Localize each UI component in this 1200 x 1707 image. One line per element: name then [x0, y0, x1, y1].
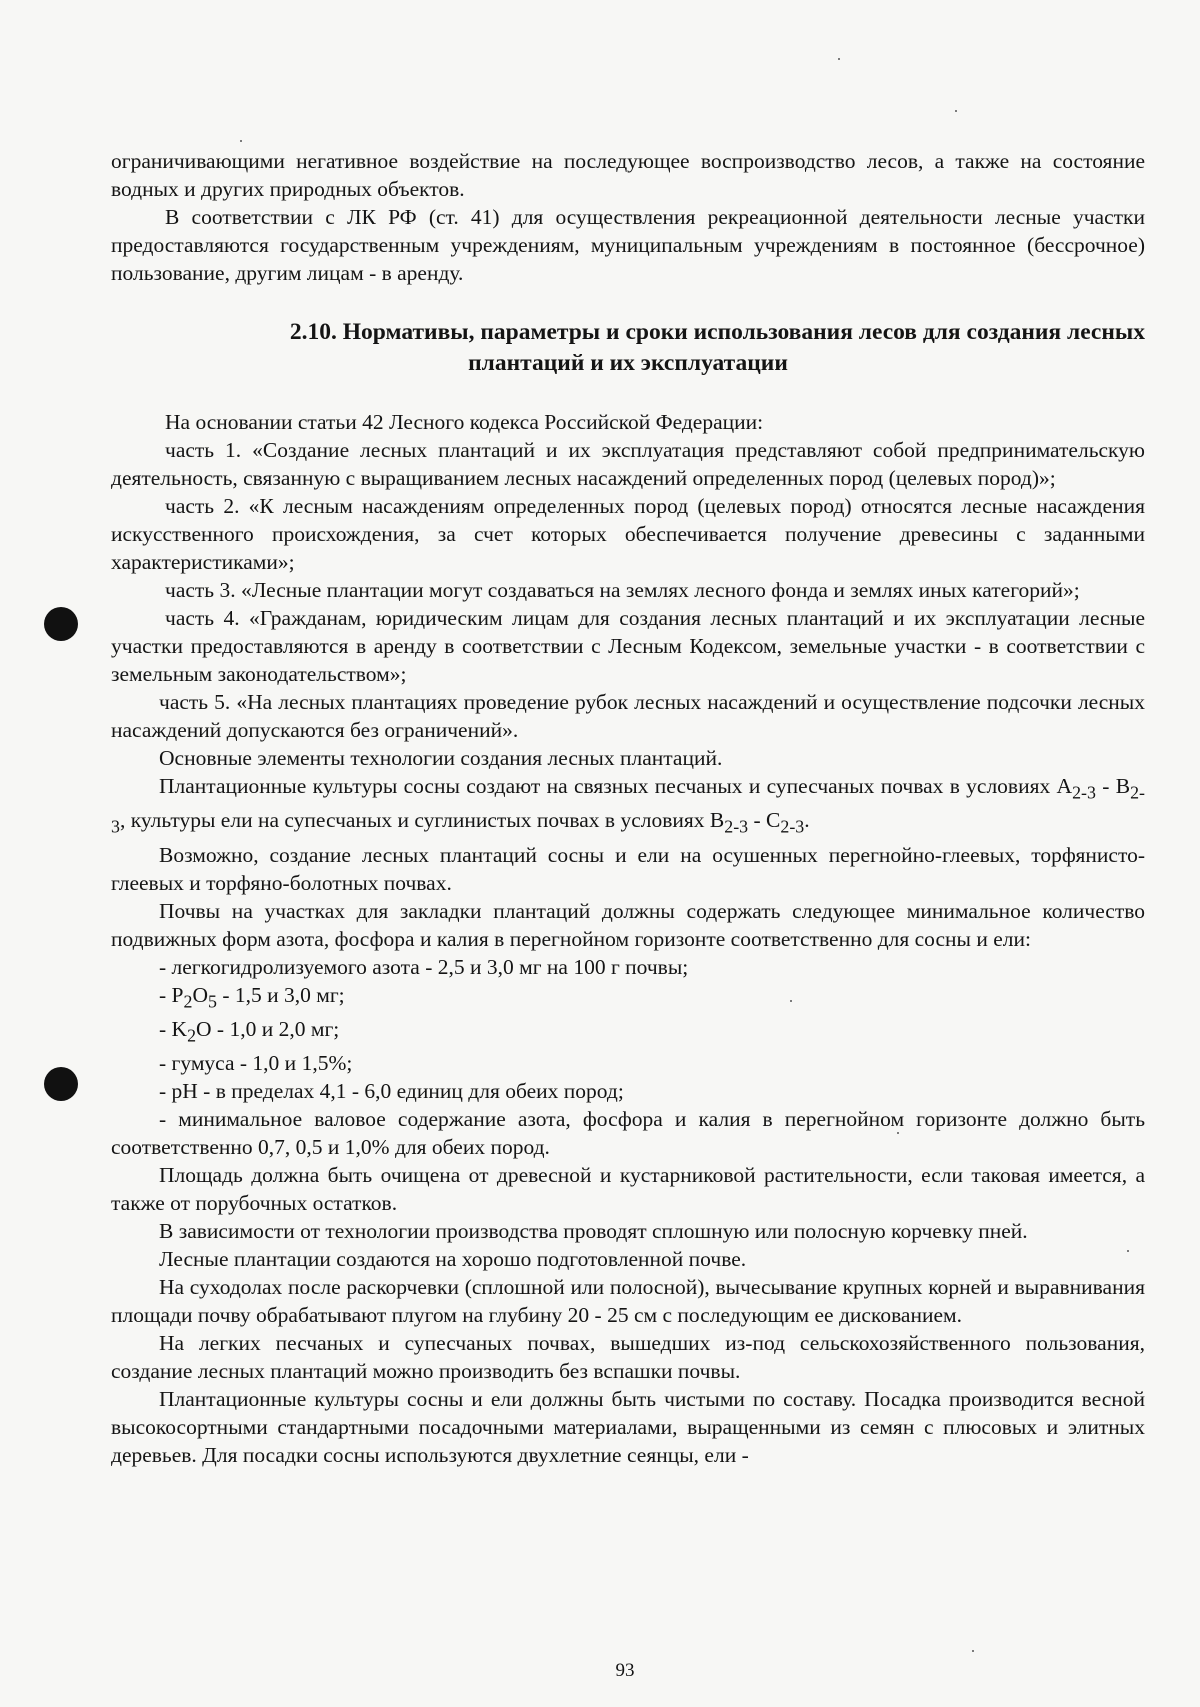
section-heading [111, 317, 1145, 379]
paragraph: На легких песчаных и супесчаных почвах, вышедших из-под сельскохозяйственного пользования, создание лесных плантаций можно производить без вспашки почвы. [111, 1331, 1145, 1384]
heading-line: плантаций и их эксплуатации [468, 350, 788, 376]
paragraph: Плантационные культуры сосны и ели должны быть чистыми по составу. Посадка производится весной высокосортными стандартными посадочными материалами, выращенными из семян с плюсовых и элитных деревьев. Для посадки сосны используются двухлетние сеянцы, ели - [111, 1387, 1145, 1468]
scan-speck [972, 1650, 974, 1652]
paragraph: часть 4. «Гражданам, юридическим лицам для создания лесных плантаций и их эксплуатации лесные участки предоставляются в аренду в соответствии с Лесным Кодексом, земельные участки - в соответствии с земельным законодательством»; [111, 606, 1145, 686]
paragraph: Основные элементы технологии создания лесных плантаций. [159, 746, 723, 770]
paragraph: ограничивающими негативное воздействие на последующее воспроизводство лесов, а также на состояние водных и других природных объектов. [111, 149, 1145, 201]
paragraph: часть 1. «Создание лесных плантаций и их эксплуатация представляют собой предпринимательскую деятельность, связанную с выращиванием лесных насаждений определенных пород (целевых пород)»; [111, 438, 1145, 490]
paragraph: часть 5. «На лесных плантациях проведение рубок лесных насаждений и осуществление подсочки лесных насаждений допускаются без ограничений». [111, 690, 1145, 742]
list-item: - гумуса - 1,0 и 1,5%; [159, 1051, 353, 1076]
paragraph: На основании статьи 42 Лесного кодекса Российской Федерации: [165, 410, 764, 434]
scan-speck [240, 140, 242, 142]
list-item: - $K_2O - 1,0$ и 2,0 мг; [159, 1016, 340, 1046]
page-number: 93 [615, 1660, 635, 1681]
paragraph: На суходолах после раскорчевки (сплошной или полосной), вычесывание крупных корней и выравнивания площади почву обрабатывают плугом на глубину 20 - 25 см с последующим ее дискованием. [111, 1275, 1145, 1328]
paragraph: Почвы на участках для закладки плантаций должны содержать следующее минимальное количество подвижных форм азота, фосфора и калия в перегнойном горизонте соответственно для сосны и ели: [111, 898, 1145, 951]
list-item: - минимальное валовое содержание азота, фосфора и калия в перегнойном горизонте должно быть соответственно 0,7, 0,5 и 1,0% для обеих пород. [111, 1107, 1145, 1160]
paragraph: часть 3. «Лесные плантации могут создаваться на землях лесного фонда и землях иных категорий»; [165, 578, 1080, 602]
list-item: - pH - в пределах 4,1 - 6,0 единиц для обеих пород; [159, 1079, 624, 1104]
punch-hole [44, 1067, 78, 1101]
scan-speck [955, 110, 957, 112]
paragraph: Площадь должна быть очищена от древесной и кустарниковой растительности, если таковая имеется, а также от порубочных остатков. [111, 1163, 1145, 1216]
paragraph: Лесные плантации создаются на хорошо подготовленной почве. [159, 1247, 747, 1272]
punch-hole [44, 607, 78, 641]
scan-speck [838, 58, 840, 60]
list-item: - $P_2O_5 - 1,5$ и 3,0 мг; [159, 982, 345, 1011]
paragraph: Возможно, создание лесных плантаций сосны и ели на осушенных перегнойно-глеевых, торфянисто-глеевых и торфяно-болотных почвах. [111, 842, 1145, 895]
paragraph: В соответствии с ЛК РФ (ст. 41) для осуществления рекреационной деятельности лесные участки предоставляются государственным учреждениям, муниципальным учреждениям в постоянное (бессрочное) пользование, другим лицам - в аренду. [111, 205, 1145, 285]
intro-text [111, 147, 1145, 287]
conditions-paragraph: Плантационные культуры сосны создают на связных песчаных и супесчаных почвах в условиях $А_{2-3} - В_{2-3}$, культуры ели на супесчаных и суглинистых почвах в условиях $В_{2-3} - С_{2-3}$. [111, 774, 1145, 837]
heading-line: 2.10. Нормативы, параметры и сроки использования лесов для создания лесных [289, 319, 1145, 345]
section-body [111, 408, 1145, 1469]
paragraph: В зависимости от технологии производства проводят сплошную или полосную корчевку пней. [159, 1219, 1028, 1244]
list-item: - легкогидролизуемого азота - 2,5 и 3,0 мг на 100 г почвы; [159, 954, 689, 979]
paragraph: часть 2. «К лесным насаждениям определенных пород (целевых пород) относятся лесные насаждения искусственного происхождения, за счет которых обеспечивается получение древесины с заданными характеристиками»; [111, 494, 1145, 574]
